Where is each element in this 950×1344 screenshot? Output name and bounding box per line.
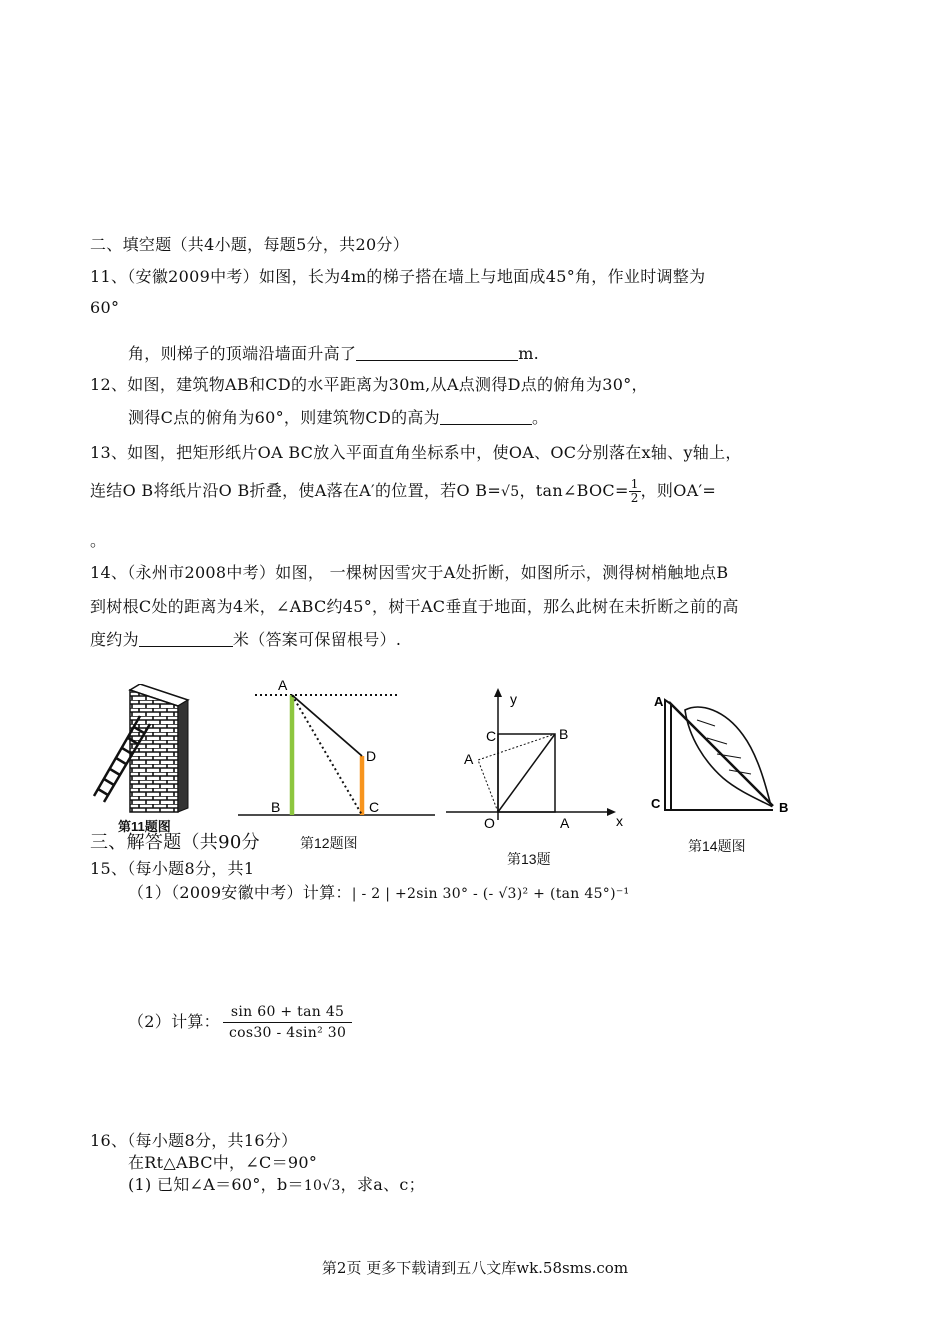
q15-part1 [128, 880, 629, 903]
q14-text: 度约为 [90, 630, 139, 649]
q15-part2 [128, 1004, 355, 1041]
q13-text-b: ，tan∠BOC= [519, 481, 629, 500]
q11-line3 [128, 341, 539, 364]
diagonal-ob [498, 734, 555, 812]
figure-11 [90, 684, 190, 819]
folded-edges [478, 734, 555, 812]
wall-side [178, 700, 188, 812]
q15-1-expression: | - 2 | +2sin 30° - (- √3)² + (tan 45°)⁻¹ [351, 886, 630, 902]
q16-text-c: ，求a、c； [340, 1175, 425, 1194]
q11-answer-blank[interactable] [356, 346, 518, 361]
q12-answer-blank[interactable] [440, 410, 532, 425]
label-d: D [366, 748, 377, 764]
q15-2-fraction [223, 1004, 352, 1041]
q11-unit: m. [518, 344, 540, 363]
q13-sqrt5: √5 [501, 484, 520, 500]
label-c: C [486, 728, 497, 744]
q13-text-a: 连结O B将纸片沿O B折叠，使A落在A′的位置，若O B= [90, 481, 502, 500]
q14-line1: 14、（永州市2008中考）如图， 一棵树因雪灾于A处折断，如图所示，测得树梢触地点B [90, 563, 729, 582]
label-o: O [484, 815, 495, 831]
page-footer: 第2页 更多下载请到五八文库wk.58sms.com [321, 1259, 629, 1277]
q12-end: 。 [531, 408, 549, 427]
q16-b-value: 10√3 [303, 1178, 341, 1194]
figure-14-caption: 第14题图 [688, 838, 746, 854]
q13-fraction [629, 478, 641, 505]
q14-line3 [90, 627, 401, 650]
x-axis-arrow [607, 808, 616, 816]
label-a: A [278, 677, 288, 693]
q15-1-label: （1）（2009安徽中考）计算： [128, 883, 352, 902]
q13-frac-den: 2 [630, 491, 639, 505]
q13-line1: 13、如图，把矩形纸片OA BC放入平面直角坐标系中，使OA、OC分别落在x轴、y轴上， [90, 443, 742, 462]
sight-line-ac [292, 695, 362, 815]
section2-title: 二、填空题（共4小题，每题5分，共20分） [90, 235, 410, 254]
tree-trunk [665, 700, 671, 810]
label-c: C [651, 796, 661, 811]
q11-line2: 60° [90, 298, 120, 317]
q15-2-denominator: cos30 - 4sin² 30 [228, 1025, 347, 1041]
crown-veins [697, 720, 751, 774]
label-b: B [559, 726, 569, 742]
q11-line1: 11、（安徽2009中考）如图，长为4m的梯子搭在墙上与地面成45°角，作业时调整为 [90, 267, 706, 286]
q15-2-numerator: sin 60 + tan 45 [223, 1004, 352, 1023]
label-c: C [369, 799, 380, 815]
label-x: x [616, 813, 623, 829]
label-a: A [654, 694, 664, 709]
label-a: A [560, 815, 570, 831]
q13-line3: 。 [90, 531, 107, 550]
sight-line-ad [292, 695, 362, 756]
label-b: B [271, 799, 281, 815]
q16-title: 16、（每小题8分，共16分） [90, 1131, 298, 1150]
q12-line2 [128, 405, 548, 428]
figure-12 [235, 676, 440, 821]
figure-12-caption: 第12题图 [300, 835, 358, 851]
q14-end: 米（答案可保留根号）. [232, 630, 402, 649]
q16-line1: 在Rt△ABC中，∠C＝90° [128, 1153, 318, 1172]
q13-line2 [90, 478, 716, 505]
section3-title: 三、解答题（共90分 [90, 832, 260, 853]
label-a-prime: A [464, 751, 474, 767]
label-b: B [779, 800, 789, 815]
q14-answer-blank[interactable] [139, 632, 233, 647]
figure-11-caption: 第11题图 [118, 819, 171, 834]
figure-14 [645, 690, 795, 820]
q13-text-c: ，则OA′= [640, 481, 717, 500]
q15-title: 15、（每小题8分，共1 [90, 859, 255, 878]
figure-13 [440, 684, 635, 834]
q12-text: 测得C点的俯角为60°，则建筑物CD的高为 [128, 408, 440, 427]
label-y: y [510, 691, 517, 707]
q14-line2: 到树根C处的距离为4米，∠ABC约45°，树干AC垂直于地面，那么此树在未折断之前的高 [90, 597, 739, 616]
y-axis-arrow [494, 688, 502, 697]
figure-13-caption: 第13题 [507, 851, 551, 867]
q13-frac-num: 1 [630, 477, 639, 491]
q15-2-label: （2）计算： [128, 1012, 220, 1031]
q16-text-a: (1) 已知∠A＝60°，b＝ [128, 1175, 304, 1194]
q16-line2 [128, 1172, 425, 1195]
wall-face [130, 690, 178, 812]
q11-text: 角，则梯子的顶端沿墙面升高了 [128, 344, 357, 363]
q12-line1: 12、如图，建筑物AB和CD的水平距离为30m,从A点测得D点的俯角为30°， [90, 375, 648, 394]
broken-trunk [669, 702, 773, 806]
